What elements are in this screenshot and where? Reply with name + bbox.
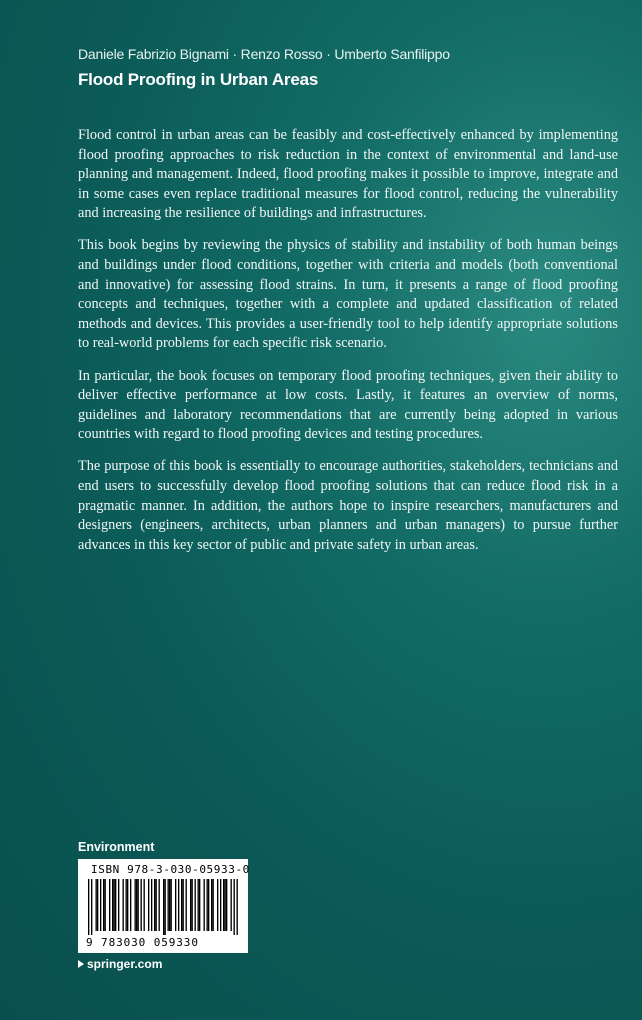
barcode-bar xyxy=(141,879,142,931)
barcode-bar xyxy=(217,879,218,931)
blurb-paragraph-1: Flood control in urban areas can be feasibly and cost-effectively enhanced by implementing flood proofing approaches to risk reduction in the context of environmental and land-use planning and management. Indeed, flood proofing makes it possible to improve, integrate and in some cases even replace traditional measures for flood control, reducing the vulnerability and increasing the resilience of buildings and infrastructures. xyxy=(78,127,618,222)
barcode-bar xyxy=(234,879,235,935)
book-title: Flood Proofing in Urban Areas xyxy=(78,70,319,89)
barcode-bar xyxy=(151,879,152,931)
barcode-bar xyxy=(208,879,209,931)
barcode-bar xyxy=(175,879,176,931)
arrow-right-icon xyxy=(78,960,84,968)
barcode-bar xyxy=(231,879,232,931)
barcode-bar xyxy=(123,879,124,931)
barcode-bar xyxy=(103,879,104,931)
blurb-paragraph-3: In particular, the book focuses on temporary flood proofing techniques, given their ability to deliver effective performance at low costs. Lastly, it features an overview of norms, guidelines and laboratory recommendations that are currently being adopted in various countries with regard to flood proofing devices and testing procedures. xyxy=(78,367,618,443)
barcode-bar xyxy=(100,879,101,931)
authors-line: Daniele Fabrizio Bignami · Renzo Rosso · Umberto Sanfilippo xyxy=(78,46,450,62)
barcode-bar xyxy=(130,879,131,931)
barcode-bar xyxy=(171,879,172,931)
barcode-bar xyxy=(207,879,208,931)
barcode-bar xyxy=(148,879,149,931)
barcode-bar xyxy=(135,879,136,931)
website-label: springer.com xyxy=(87,957,163,971)
barcode-bar xyxy=(105,879,106,931)
barcode-bar xyxy=(213,879,214,931)
barcode-bar xyxy=(165,879,166,935)
barcode-bar xyxy=(195,879,196,931)
barcode-bar xyxy=(183,879,184,931)
blurb-paragraph-2: This book begins by reviewing the physics of stability and instability of both human beings and buildings under flood conditions, together with criteria and models (both conventional and innovative) for assessing flood strains. In turn, it presents a range of flood proofing concepts and techniques, together with a complete and updated classification of related methods and devices. This provides a user-friendly tool to help identify appropriate solutions to real-world problems for each specific risk scenario. xyxy=(78,237,618,352)
barcode-bar xyxy=(112,879,113,931)
barcode-bar xyxy=(186,879,187,931)
barcode-bar xyxy=(168,879,169,931)
barcode-bar xyxy=(144,879,145,931)
barcode-bar xyxy=(115,879,116,931)
barcode-bar xyxy=(199,879,200,931)
barcode-bars xyxy=(88,879,238,935)
barcode-bar xyxy=(138,879,139,931)
isbn-label: ISBN 978-3-030-05933-0 xyxy=(91,863,250,876)
back-cover-blurb xyxy=(78,126,618,568)
barcode-bar xyxy=(127,879,128,931)
barcode-bar xyxy=(159,879,160,931)
barcode-bar xyxy=(126,879,127,931)
barcode-bar xyxy=(88,879,89,935)
barcode-bar xyxy=(156,879,157,931)
barcode-bar xyxy=(181,879,182,931)
barcode-bar xyxy=(109,879,110,931)
barcode-bar xyxy=(163,879,164,935)
barcode-bar xyxy=(237,879,238,935)
barcode-bar xyxy=(223,879,224,931)
barcode-bar xyxy=(204,879,205,931)
barcode-bar xyxy=(198,879,199,931)
barcode-bar xyxy=(225,879,226,931)
barcode-bar xyxy=(154,879,155,931)
barcode-bar xyxy=(91,879,92,935)
subject-category: Environment xyxy=(78,840,155,854)
isbn-barcode xyxy=(78,859,248,953)
barcode-bar xyxy=(136,879,137,931)
barcode-bar xyxy=(118,879,119,931)
publisher-website[interactable] xyxy=(78,957,162,971)
ean-digits: 9 783030 059330 xyxy=(86,936,199,949)
barcode-bar xyxy=(211,879,212,931)
barcode-bar xyxy=(226,879,227,931)
barcode-bar xyxy=(190,879,191,931)
barcode-bar xyxy=(96,879,97,931)
blurb-paragraph-4: The purpose of this book is essentially to encourage authorities, stakeholders, technicians and end users to successfully develop flood proofing solutions that can reduce flood risk in a pragmatic manner. In addition, the authors hope to inspire researchers, manufacturers and designers (engineers, architects, urban planners and urban managers) to pursue further advances in this key sector of public and private safety in urban areas. xyxy=(78,458,618,553)
barcode-bar xyxy=(220,879,221,931)
barcode-bar xyxy=(97,879,98,931)
barcode-bar xyxy=(114,879,115,931)
barcode-bar xyxy=(169,879,170,931)
barcode-bar xyxy=(178,879,179,931)
barcode-bar xyxy=(192,879,193,931)
